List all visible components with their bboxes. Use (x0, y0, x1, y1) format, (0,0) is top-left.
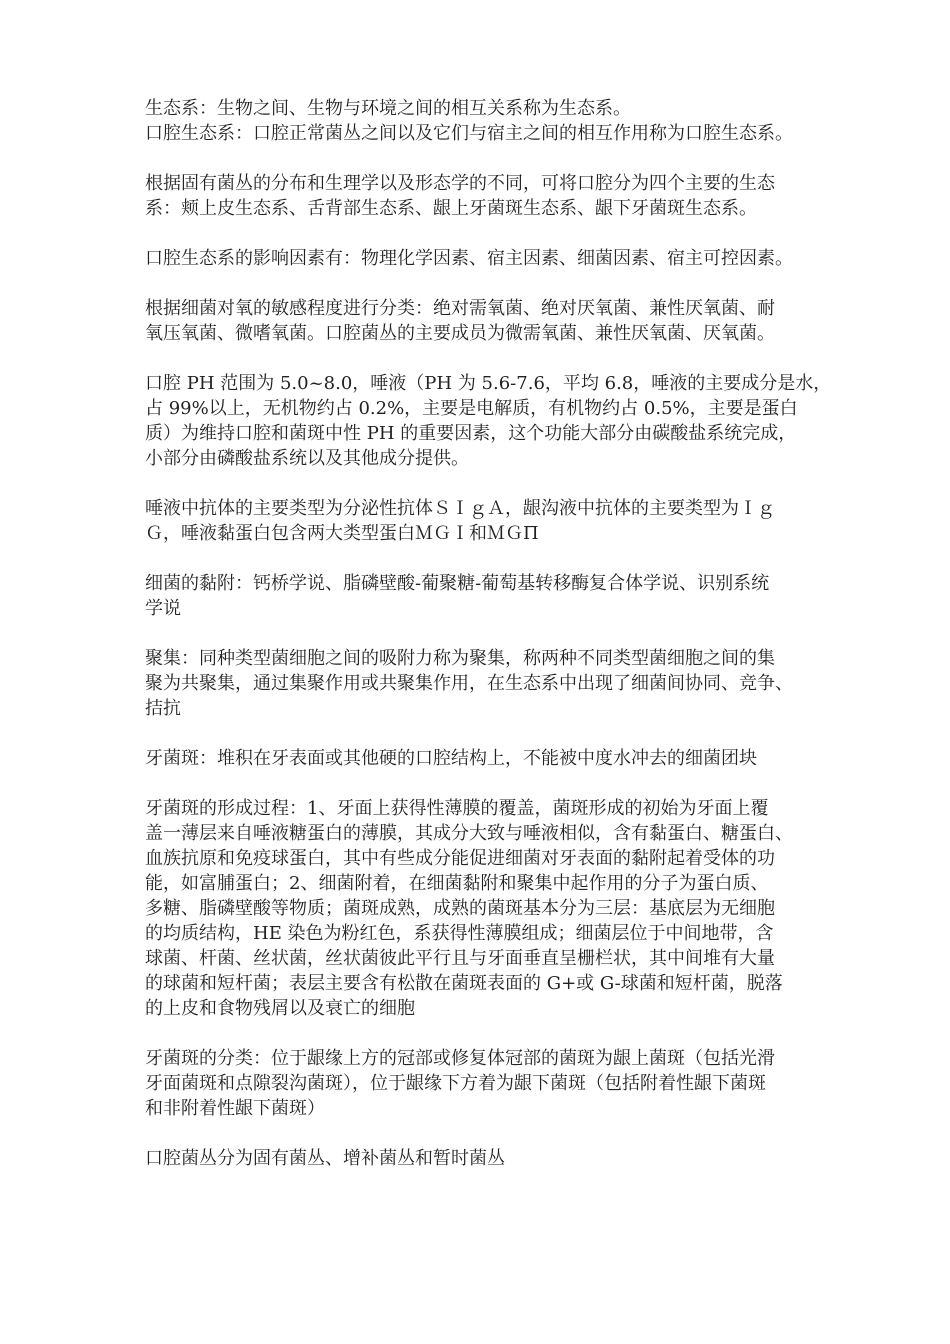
text-line: 占 99%以上，无机物约占 0.2%，主要是电解质，有机物约占 0.5%，主要是蛋白 (145, 398, 798, 419)
text-line: 牙菌斑的形成过程：1、牙面上获得性薄膜的覆盖，菌斑形成的初始为牙面上覆 (145, 798, 769, 819)
text-line: 牙菌斑的分类：位于龈缘上方的冠部或修复体冠部的菌斑为龈上菌斑（包括光滑 (145, 1048, 775, 1069)
text-line: 盖一薄层来自唾液糖蛋白的薄膜，其成分大致与唾液相似，含有黏蛋白、糖蛋白、 (145, 823, 793, 844)
text-line: 根据细菌对氧的敏感程度进行分类：绝对需氧菌、绝对厌氧菌、兼性厌氧菌、耐 (145, 298, 775, 319)
text-line: 和非附着性龈下菌斑） (145, 1098, 325, 1119)
paragraph (145, 646, 835, 721)
document-page (145, 96, 835, 1196)
text-line: 小部分由磷酸盐系统以及其他成分提供。 (145, 448, 469, 469)
text-line: 拮抗 (145, 698, 181, 719)
text-line: 的上皮和食物残屑以及衰亡的细胞 (145, 998, 415, 1019)
text-line: 氧压氧菌、微嗜氧菌。口腔菌丛的主要成员为微需氧菌、兼性厌氧菌、厌氧菌。 (145, 323, 775, 344)
text-line: 学说 (145, 598, 181, 619)
text-line: 多糖、脂磷壁酸等物质；菌斑成熟，成熟的菌斑基本分为三层：基底层为无细胞 (145, 898, 775, 919)
text-line: Ｇ，唾液黏蛋白包含两大类型蛋白ＭＧＩ和ＭＧΠ (145, 523, 539, 544)
text-line: 的球菌和短杆菌；表层主要含有松散在菌斑表面的 G+或 G-球菌和短杆菌，脱落 (145, 973, 783, 994)
text-line: 聚集：同种类型菌细胞之间的吸附力称为聚集，称两种不同类型菌细胞之间的集 (145, 648, 775, 669)
paragraph (145, 246, 835, 271)
text-line: 质）为维持口腔和菌斑中性 PH 的重要因素，这个功能大部分由碳酸盐系统完成， (145, 423, 797, 444)
text-line: 口腔菌丛分为固有菌丛、增补菌丛和暂时菌丛 (145, 1148, 505, 1169)
text-line: 口腔 PH 范围为 5.0~8.0，唾液（PH 为 5.6-7.6，平均 6.8，唾液的主要成分是水， (145, 373, 832, 394)
paragraph (145, 796, 835, 1021)
text-line: 的均质结构，HE 染色为粉红色，系获得性薄膜组成；细菌层位于中间地带，含 (145, 923, 774, 944)
paragraph (145, 371, 835, 471)
text-line: 口腔生态系的影响因素有：物理化学因素、宿主因素、细菌因素、宿主可控因素。 (145, 248, 793, 269)
text-line: 球菌、杆菌、丝状菌，丝状菌彼此平行且与牙面垂直呈栅栏状，其中间堆有大量 (145, 948, 775, 969)
text-line: 唾液中抗体的主要类型为分泌性抗体ＳＩｇＡ，龈沟液中抗体的主要类型为Ｉｇ (145, 498, 775, 519)
paragraph (145, 571, 835, 621)
paragraph (145, 1146, 835, 1171)
text-line: 牙菌斑：堆积在牙表面或其他硬的口腔结构上，不能被中度水冲去的细菌团块 (145, 748, 757, 769)
paragraph (145, 96, 835, 146)
text-line: 生态系：生物之间、生物与环境之间的相互关系称为生态系。 (145, 98, 631, 119)
paragraph (145, 496, 835, 546)
paragraph (145, 296, 835, 346)
text-line: 牙面菌斑和点隙裂沟菌斑），位于龈缘下方着为龈下菌斑（包括附着性龈下菌斑 (145, 1073, 766, 1094)
text-line: 细菌的黏附：钙桥学说、脂磷壁酸-葡聚糖-葡萄基转移酶复合体学说、识别系统 (145, 573, 770, 594)
text-line: 根据固有菌丛的分布和生理学以及形态学的不同，可将口腔分为四个主要的生态 (145, 173, 775, 194)
text-line: 口腔生态系：口腔正常菌丛之间以及它们与宿主之间的相互作用称为口腔生态系。 (145, 123, 793, 144)
text-line: 能，如富脯蛋白；2、细菌附着，在细菌黏附和聚集中起作用的分子为蛋白质、 (145, 873, 769, 894)
paragraph (145, 746, 835, 771)
text-line: 系：颊上皮生态系、舌背部生态系、龈上牙菌斑生态系、龈下牙菌斑生态系。 (145, 198, 757, 219)
text-line: 聚为共聚集，通过集聚作用或共聚集作用，在生态系中出现了细菌间协同、竞争、 (145, 673, 793, 694)
text-line: 血族抗原和免疫球蛋白，其中有些成分能促进细菌对牙表面的黏附起着受体的功 (145, 848, 775, 869)
paragraph (145, 1046, 835, 1121)
paragraph (145, 171, 835, 221)
